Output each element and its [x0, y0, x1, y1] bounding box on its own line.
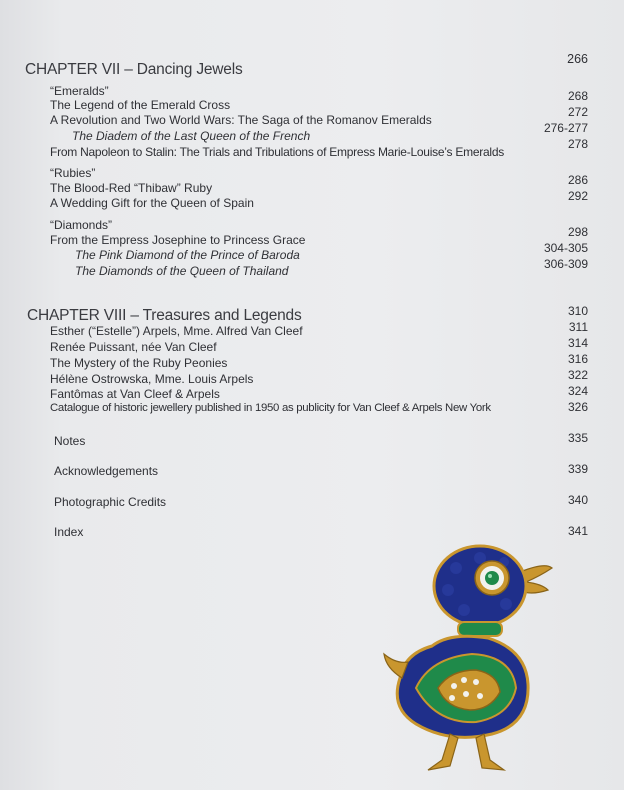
toc-acknowledgements-page: 339 [567, 462, 588, 476]
toc-entry: The Legend of the Emerald Cross [50, 98, 231, 112]
toc-entry-page: 322 [567, 368, 588, 382]
toc-entry: The Blood-Red “Thibaw” Ruby [50, 181, 213, 195]
toc-entry-page: 276-277 [543, 121, 588, 135]
toc-photographic-credits-page: 340 [567, 493, 588, 507]
toc-entry: “Emeralds” [50, 84, 109, 98]
chapter-8-title: CHAPTER VIII – Treasures and Legends [27, 307, 302, 324]
toc-notes: Notes [54, 434, 86, 448]
toc-entry: The Mystery of the Ruby Peonies [50, 356, 228, 370]
toc-photographic-credits: Photographic Credits [54, 495, 167, 509]
toc-entry: From the Empress Josephine to Princess Grace [50, 233, 306, 247]
toc-entry: A Revolution and Two World Wars: The Saga of the Romanov Emeralds [50, 113, 432, 127]
toc-entry-page: 278 [567, 137, 588, 151]
toc-entry-page: 306-309 [543, 257, 588, 271]
chapter-8-page: 310 [567, 304, 588, 318]
toc-entry: A Wedding Gift for the Queen of Spain [50, 196, 254, 210]
toc-entry-page: 324 [567, 384, 588, 398]
toc-entry: From Napoleon to Stalin: The Trials and Tribulations of Empress Marie-Louise’s Emeralds [50, 145, 505, 159]
chapter-7-page: 266 [567, 52, 588, 66]
toc-entry: “Diamonds” [50, 218, 113, 232]
toc-acknowledgements: Acknowledgements [54, 464, 159, 478]
toc-entry-page: 298 [567, 225, 588, 239]
toc-notes-page: 335 [567, 431, 588, 445]
toc-entry-page: 314 [567, 336, 588, 350]
toc-entry: Renée Puissant, née Van Cleef [50, 340, 217, 354]
toc-entry: Hélène Ostrowska, Mme. Louis Arpels [50, 372, 254, 386]
toc-entry: “Rubies” [50, 166, 96, 180]
toc-entry-page: 326 [567, 400, 588, 414]
toc-entry: The Diadem of the Last Queen of the French [72, 129, 311, 143]
toc-entry: The Pink Diamond of the Prince of Baroda [75, 248, 300, 262]
toc-index-page: 341 [567, 524, 588, 538]
toc-entry-page: 316 [567, 352, 588, 366]
toc-entry: Catalogue of historic jewellery published in 1950 as publicity for Van Cleef & Arpels New York [50, 402, 491, 414]
toc-entry: Fantômas at Van Cleef & Arpels [50, 387, 220, 401]
duck-brooch-icon [380, 538, 560, 778]
toc-entry-page: 292 [567, 189, 588, 203]
toc-entry: The Diamonds of the Queen of Thailand [75, 264, 289, 278]
toc-entry-page: 268 [567, 89, 588, 103]
toc-index: Index [54, 525, 84, 539]
toc-entry: Esther (“Estelle”) Arpels, Mme. Alfred Van Cleef [50, 324, 303, 338]
chapter-7-title: CHAPTER VII – Dancing Jewels [25, 61, 243, 78]
toc-entry-page: 272 [567, 105, 588, 119]
toc-entry-page: 304-305 [543, 241, 588, 255]
toc-entry-page: 311 [568, 320, 588, 334]
toc-entry-page: 286 [567, 173, 588, 187]
